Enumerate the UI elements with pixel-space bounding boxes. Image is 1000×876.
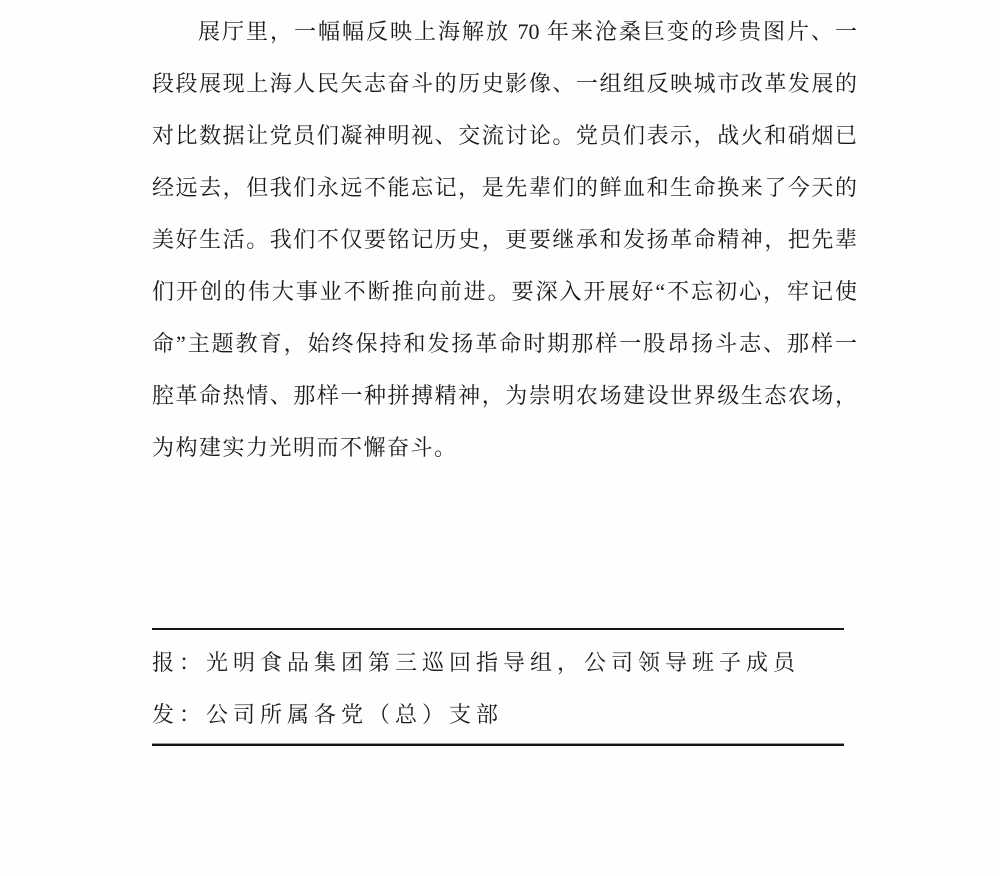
paragraph-line: 展厅里，一幅幅反映上海解放 70 年来沧桑巨变的珍贵图片、一 [198, 19, 857, 44]
paragraph-line: 命”主题教育，始终保持和发扬革命时期那样一股昂扬斗志、那样一 [152, 331, 857, 356]
paragraph-line: 为构建实力光明而不懈奋斗。 [152, 435, 458, 460]
report-recipients-line: 报：光明食品集团第三巡回指导组，公司领导班子成员 [152, 650, 801, 675]
paragraph-line: 美好生活。我们不仅要铭记历史，更要继承和发扬革命精神，把先辈 [152, 227, 857, 252]
distribution-recipients-line: 发：公司所属各党（总）支部 [152, 702, 504, 727]
footer-bottom-rule [152, 743, 844, 746]
paragraph-line: 经远去，但我们永远不能忘记，是先辈们的鲜血和生命换来了今天的 [152, 175, 857, 200]
paragraph-line: 段段展现上海人民矢志奋斗的历史影像、一组组反映城市改革发展的 [152, 71, 857, 96]
paragraph-line: 对比数据让党员们凝神明视、交流讨论。党员们表示，战火和硝烟已 [152, 123, 857, 148]
paragraph-line: 们开创的伟大事业不断推向前进。要深入开展好“不忘初心，牢记使 [152, 279, 857, 304]
paragraph-line: 腔革命热情、那样一种拼搏精神，为崇明农场建设世界级生态农场， [152, 383, 857, 408]
body-paragraph [152, 6, 857, 474]
distribution-footer [152, 628, 844, 746]
